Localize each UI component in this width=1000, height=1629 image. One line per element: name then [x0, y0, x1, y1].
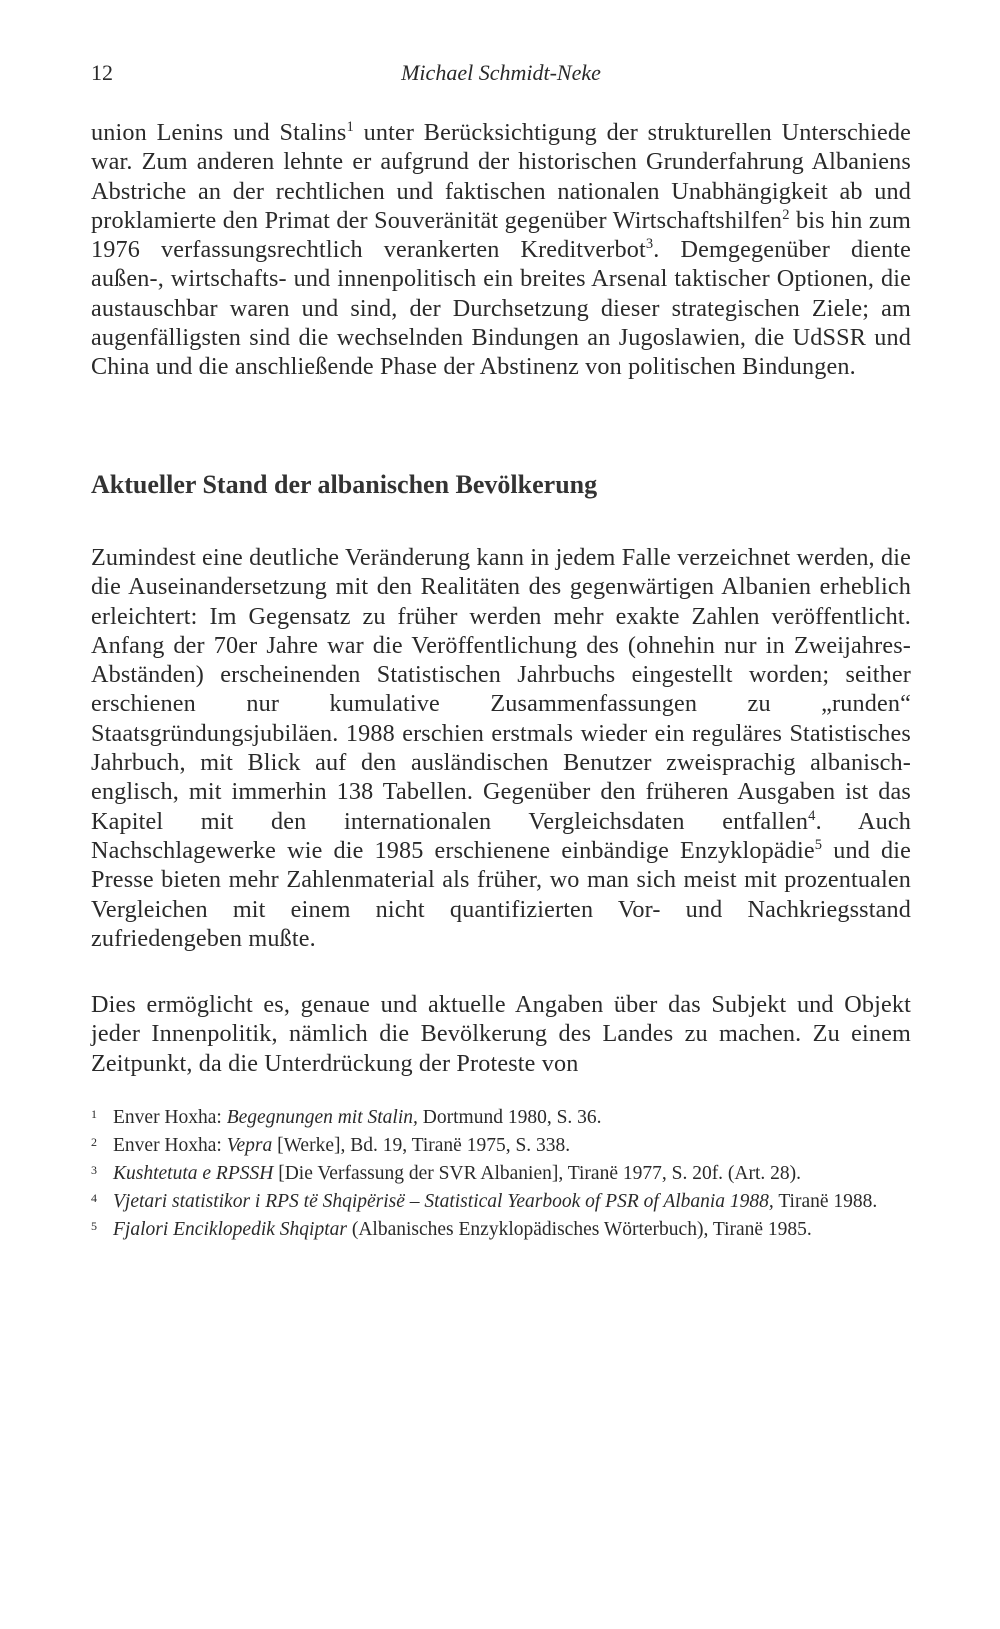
footnote-ref-2: 2 — [782, 206, 790, 223]
footnote-title: Vepra — [226, 1135, 273, 1156]
text-run: . Auch Nachschlagewerke wie die 1985 erschienene einbändige Enzyklopädie — [91, 807, 911, 864]
text-run: bis hin zum 1976 verfassungsrechtlich verankerten Kreditverbot — [91, 206, 911, 264]
footnote-number: 5 — [91, 1219, 97, 1233]
footnote-5 — [91, 1216, 911, 1244]
footnote-title: Fjalori Enciklopedik Shqiptar — [113, 1219, 347, 1240]
footnote-text: Dortmund 1980, S. 36. — [417, 1107, 602, 1128]
running-title: Michael Schmidt-Neke — [401, 60, 601, 85]
section-heading: Aktueller Stand der albanischen Bevölkerung — [91, 470, 598, 499]
footnote-title: Vjetari statistikor i RPS të Shqipërisë – Statistical Yearbook of PSR of Albania 1988, — [113, 1191, 774, 1212]
footnote-ref-1: 1 — [346, 118, 354, 135]
text-run: Zumindest eine deutliche Veränderung kann in jedem Falle verzeichnet werden, die die Auseinandersetzung mit den Realitäten des gegenwärtigen Albanien erheblich erleichtert: Im Gegensatz zu früher werden mehr exakte Zahlen veröffentlicht. Anfang der 70er Jahre war die Veröffentlichung des (ohnehin nur in Zweijahres-Abständen) erscheinenden Statistischen Jahrbuchs eingestellt worden; seither erschienen nur kumulative Zusammenfassungen zu „runden“ Staatsgründungsjubiläen. 1988 erschien erstmals wieder ein reguläres Statistisches Jahrbuch, mit Blick auf den ausländischen Benutzer zweisprachig albanisch-englisch, mit immerhin 138 Tabellen. Gegenüber den früheren Ausgaben ist das Kapitel mit den internationalen Vergleichsdaten entfallen — [91, 544, 911, 835]
paragraph-2 — [91, 543, 911, 953]
page-number: 12 — [91, 60, 113, 85]
footnote-number: 2 — [91, 1135, 97, 1149]
footnote-2 — [91, 1132, 911, 1160]
text-run: union Lenins und Stalins — [91, 119, 347, 146]
footnote-title: Begegnungen mit Stalin, — [226, 1107, 418, 1128]
footnote-text: Enver Hoxha: — [113, 1107, 227, 1128]
text-run: unter Berücksichtigung der strukturellen Unterschiede war. Zum anderen lehnte er aufgrund der historischen Grunderfahrung Albaniens Abstriche an der rechtlichen und faktischen nationalen Unabhängigkeit ab und proklamierte den Primat der Souveränität gegenüber Wirtschaftshilfen — [91, 119, 911, 234]
footnote-ref-3: 3 — [645, 236, 654, 253]
footnote-ref-4: 4 — [808, 807, 816, 824]
footnote-title: Kushtetuta e RPSSH — [113, 1163, 274, 1184]
footnotes — [91, 1104, 911, 1244]
footnote-ref-5: 5 — [814, 836, 823, 853]
page-header — [91, 60, 911, 92]
footnote-text: Enver Hoxha: — [113, 1135, 227, 1156]
footnote-text: Tiranë 1988. — [773, 1191, 878, 1212]
text-run: und die Presse bieten mehr Zahlenmaterial als früher, wo man sich meist mit prozentualen Vergleichen mit einem nicht quantifizierten Vor- und Nachkriegsstand zufriedengeben mußte. — [91, 836, 911, 952]
footnote-number: 3 — [91, 1163, 97, 1177]
footnote-text: (Albanisches Enzyklopädisches Wörterbuch), Tiranë 1985. — [346, 1219, 812, 1240]
footnote-1 — [91, 1104, 911, 1132]
footnote-3 — [91, 1160, 911, 1188]
footnote-text: [Werke], Bd. 19, Tiranë 1975, S. 338. — [272, 1135, 571, 1156]
footnote-number: 1 — [91, 1107, 97, 1121]
footnote-4 — [91, 1188, 911, 1216]
text-run: . Demgegenüber diente außen-, wirtschafts- und innenpolitisch ein breites Arsenal taktischer Optionen, die austauschbar waren und sind, der Durchsetzung dieser strategischen Ziele; am augenfälligsten sind die wechselnden Bindungen an Jugoslawien, die UdSSR und China und die anschließende Phase der Abstinenz von politischen Bindungen. — [91, 236, 911, 381]
footnote-number: 4 — [91, 1191, 97, 1205]
paragraph-3: Dies ermöglicht es, genaue und aktuelle Angaben über das Subjekt und Objekt jeder Innenpolitik, nämlich die Bevölkerung des Landes zu machen. Zu einem Zeitpunkt, da die Unterdrückung der Proteste von — [91, 991, 911, 1077]
footnote-text: [Die Verfassung der SVR Albanien], Tiranë 1977, S. 20f. (Art. 28). — [273, 1163, 802, 1184]
paragraph-1 — [91, 118, 911, 382]
